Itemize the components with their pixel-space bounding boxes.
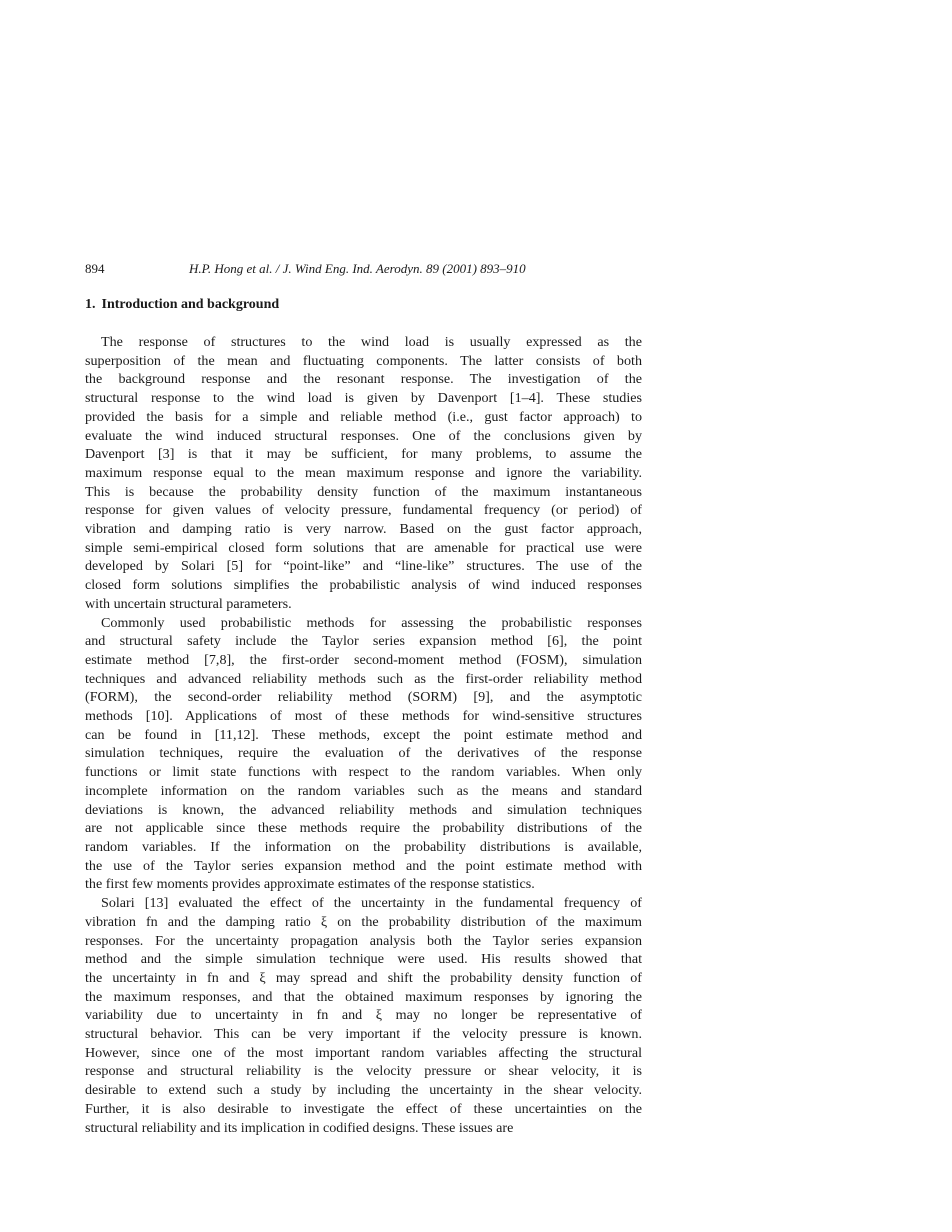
text-line: structural behavior. This can be very important if the velocity pressure is known. [85,1026,642,1043]
text-line: Commonly used probabilistic methods for assessing the probabilistic responses [101,614,642,631]
text-line: structural response to the wind load is given by Davenport [1–4]. These studies [85,390,642,407]
section-title: Introduction and background [101,297,280,312]
paragraph [85,614,642,895]
text-line: deviations is known, the advanced reliability methods and simulation techniques [85,801,642,818]
text-line: The response of structures to the wind load is usually expressed as the [101,334,642,350]
text-line: closed form solutions simplifies the probabilistic analysis of wind induced responses [85,577,642,594]
text-line: vibration and damping ratio is very narrow. Based on the gust factor approach, [85,521,642,538]
page-number: 894 [85,261,105,276]
section-heading [85,296,279,314]
text-line: (FORM), the second-order reliability method (SORM) [9], and the asymptotic [85,689,642,706]
running-head [85,261,642,277]
text-line: estimate method [7,8], the first-order second-moment method (FOSM), simulation [85,651,642,668]
text-line: the maximum responses, and that the obtained maximum responses by ignoring the [85,988,642,1005]
text-line: the first few moments provides approximate estimates of the response statistics. [85,876,535,893]
text-line: method and the simple simulation technique were used. His results showed that [85,951,642,968]
text-line: response for given values of velocity pressure, fundamental frequency (or period) of [85,502,642,519]
text-line: and structural safety include the Taylor series expansion method [6], the point [85,633,642,650]
text-line: are not applicable since these methods require the probability distributions of the [85,820,642,837]
journal-reference: H.P. Hong et al. / J. Wind Eng. Ind. Aerodyn. 89 (2001) 893–910 [189,261,526,276]
text-line: evaluate the wind induced structural responses. One of the conclusions given by [85,427,642,444]
paragraph [85,894,642,1137]
text-line: desirable to extend such a study by including the uncertainty in the shear velocity. [85,1082,642,1099]
text-line: Solari [13] evaluated the effect of the uncertainty in the fundamental frequency of [101,895,642,912]
text-line: with uncertain structural parameters. [85,595,292,612]
text-line: provided the basis for a simple and reliable method (i.e., gust factor approach) to [85,408,642,425]
text-line: This is because the probability density function of the maximum instantaneous [85,483,642,500]
text-line: variability due to uncertainty in fn and ξ may no longer be representative of [85,1007,642,1024]
text-line: simple semi-empirical closed form solutions that are amenable for practical use were [85,539,642,556]
text-line: vibration fn and the damping ratio ξ on the probability distribution of the maximum [85,913,642,930]
text-line: random variables. If the information on the probability distributions is available, [85,838,642,855]
paragraph [85,333,642,614]
text-line: the uncertainty in fn and ξ may spread and shift the probability density function of [85,969,642,986]
text-line: incomplete information on the random variables such as the means and standard [85,782,642,799]
text-line: response and structural reliability is the velocity pressure or shear velocity, it is [85,1063,642,1080]
text-line: responses. For the uncertainty propagation analysis both the Taylor series expansion [85,932,642,949]
text-line: the background response and the resonant response. The investigation of the [85,371,642,388]
text-line: methods [10]. Applications of most of these methods for wind-sensitive structures [85,708,642,725]
text-line: the use of the Taylor series expansion method and the point estimate method with [85,857,642,874]
text-line: maximum response equal to the mean maximum response and ignore the variability. [85,464,642,481]
section-number: 1. [85,297,96,312]
text-line: structural reliability and its implication in codified designs. These issues are [85,1119,514,1136]
text-line: superposition of the mean and fluctuating components. The latter consists of both [85,352,642,369]
text-line: Davenport [3] is that it may be sufficient, for many problems, to assume the [85,446,642,463]
text-line: techniques and advanced reliability methods such as the first-order reliability method [85,670,642,687]
text-line: can be found in [11,12]. These methods, except the point estimate method and [85,726,642,743]
text-line: Further, it is also desirable to investigate the effect of these uncertainties on the [85,1100,642,1117]
text-line: simulation techniques, require the evaluation of the derivatives of the response [85,745,642,762]
text-line: functions or limit state functions with respect to the random variables. When only [85,764,642,781]
body-text [85,333,642,1137]
text-line: However, since one of the most important random variables affecting the structural [85,1044,642,1061]
text-line: developed by Solari [5] for “point-like” and “line-like” structures. The use of the [85,558,642,575]
